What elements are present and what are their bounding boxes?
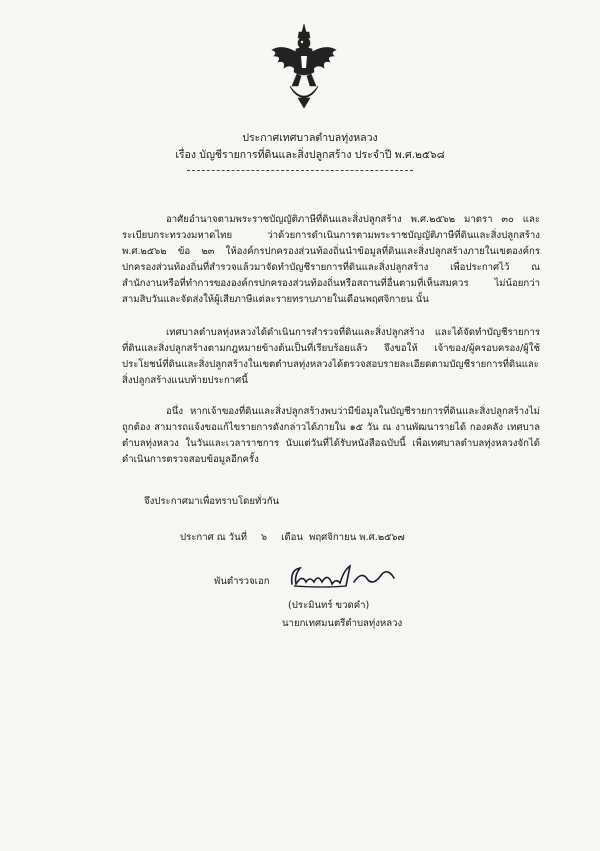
date-prefix: ประกาศ ณ วันที่ bbox=[180, 532, 247, 543]
handwritten-signature-icon bbox=[284, 562, 404, 594]
signature-block bbox=[214, 568, 514, 658]
announcement-date bbox=[180, 530, 405, 546]
date-day: ๖ bbox=[260, 532, 268, 543]
title-divider bbox=[187, 170, 413, 171]
garuda-emblem-icon bbox=[268, 22, 340, 110]
date-month-label: เดือน bbox=[281, 532, 303, 543]
signer-position: นายกเทศมนตรีตำบลทุ่งหลวง bbox=[282, 618, 403, 629]
paragraph-3-text: อนึ่ง หากเจ้าของที่ดินและสิ่งปลูกสร้างพบว่ามีข้อมูลในบัญชีรายการที่ดินและสิ่งปลูกสร้างไม่ถูกต้อง สามารถแจ้งขอแก้ไขรายการดังกล่าวได้ภายใน ๑๕ วัน ณ งานพัฒนารายได้ กองคลัง เทศบาลตำบลทุ่งหลวง ในวันและเวลาราชการ นับแต่วันที่ได้รับหนังสือฉบับนี้ เพื่อเทศบาลตำบลทุ่งหลวงจักได้ดำเนินการตรวจสอบข้อมูลอีกครั้ง bbox=[122, 406, 540, 465]
signer-rank: พันตำรวจเอก bbox=[214, 576, 270, 587]
signer-name: (ประมินทร์ ขวดคำ) bbox=[288, 600, 370, 611]
paragraph-2 bbox=[122, 325, 540, 389]
date-month-year: พฤศจิกายน พ.ศ.๒๕๖๗ bbox=[309, 532, 405, 543]
closing-statement: จึงประกาศมาเพื่อทราบโดยทั่วกัน bbox=[144, 496, 280, 507]
paragraph-3 bbox=[122, 404, 540, 468]
announcement-title: ประกาศเทศบาลตำบลทุ่งหลวง bbox=[242, 132, 378, 144]
paragraph-2-text: เทศบาลตำบลทุ่งหลวงได้ดำเนินการสำรวจที่ดินและสิ่งปลูกสร้าง และได้จัดทำบัญชีรายการที่ดินและสิ่งปลูกสร้างตามกฎหมายข้างต้นเป็นที่เรียบร้อยแล้ว จึงขอให้ เจ้าของ/ผู้ครอบครอง/ผู้ใช้ประโยชน์ที่ดินและสิ่งปลูกสร้างในเขตตำบลทุ่งหลวงได้ตรวจสอบรายละเอียดตามบัญชีรายการที่ดินและสิ่งปลูกสร้างแนบท้ายประกาศนี้ bbox=[122, 327, 540, 386]
paragraph-1 bbox=[122, 212, 540, 308]
paragraph-1-text: อาศัยอำนาจตามพระราชบัญญัติภาษีที่ดินและสิ่งปลูกสร้าง พ.ศ.๒๕๖๒ มาตรา ๓๐ และระเบียบกระทรวงมหาดไทย ว่าด้วยการดำเนินการตามพระราชบัญญัติภาษีที่ดินและสิ่งปลูกสร้าง พ.ศ.๒๕๖๒ ข้อ ๒๓ ให้องค์กรปกครองส่วนท้องถิ่นนำข้อมูลที่ดินและสิ่งปลูกสร้างภายในเขตองค์กรปกครองส่วนท้องถิ่นที่สำรวจแล้วมาจัดทำบัญชีรายการที่ดินและสิ่งปลูกสร้าง เพื่อประกาศไว้ ณ สำนักงานหรือที่ทำการขององค์กรปกครองส่วนท้องถิ่นหรือสถานที่อื่นตามที่เห็นสมควร ไม่น้อยกว่าสามสิบวันและจัดส่งให้ผู้เสียภาษีแต่ละรายทราบภายในเดือนพฤศจิกายน นั้น bbox=[122, 214, 540, 305]
title-block bbox=[0, 130, 600, 171]
announcement-subject: เรื่อง บัญชีรายการที่ดินและสิ่งปลูกสร้าง ประจำปี พ.ศ.๒๕๖๘ bbox=[175, 149, 445, 161]
